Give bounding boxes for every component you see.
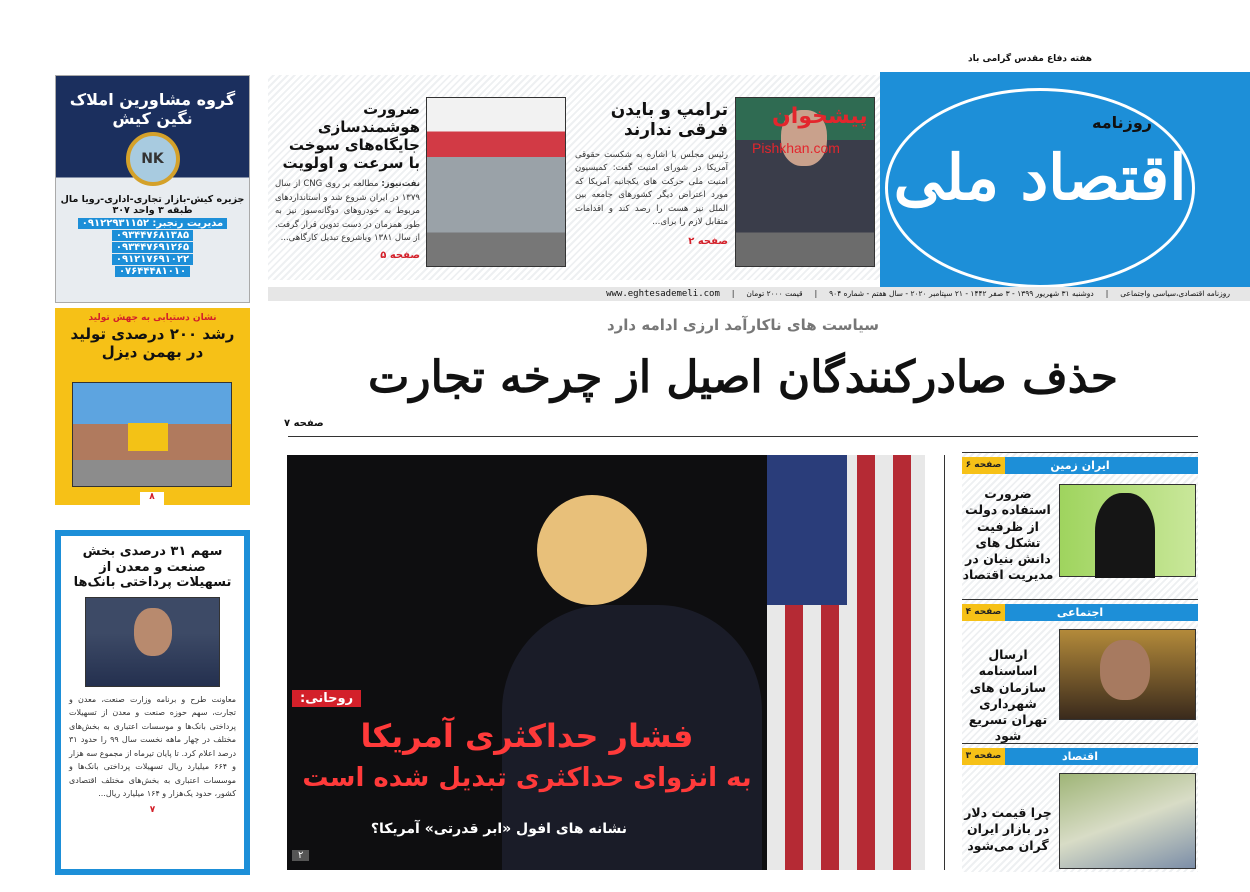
section-name: اقتصاد xyxy=(1061,750,1099,763)
main-photo[interactable] xyxy=(287,455,925,870)
ad-phone[interactable]: ۰۷۶۴۴۴۸۱۰۱۰ xyxy=(115,266,190,277)
section-name: ایران زمین xyxy=(1050,459,1110,472)
quote-label: روحانی: xyxy=(292,690,361,707)
ad-phone[interactable]: مدیریت رنجبر: ۰۹۱۲۲۹۳۱۱۵۲ xyxy=(78,218,227,229)
story-title: ضرورت هوشمندسازی جایگاه‌های سوخت با سرعت و اولویت xyxy=(282,100,420,172)
watermark-url: Pishkhan.com xyxy=(752,140,840,156)
story-page: صفحه ۲ xyxy=(688,235,728,247)
bank-page: ۷ xyxy=(149,804,156,815)
section-name: اجتماعی xyxy=(1056,606,1104,619)
masthead-logo xyxy=(885,88,1195,288)
bank-body: معاونت طرح و برنامه وزارت صنعت، معدن و تجارت، سهم حوزه صنعت و معدن از تسهیلات پرداختی بانک‌ها و موسسات اعتباری به بخش‌های مختلف در چهار ماهه نخست سال ۹۹ را حدود ۳۱ درصد اعلام کرد. تا پایان تیرماه از مجموع سه هزار و ۶۶۴ میلیارد ریال تسهیلات پرداختی بانک‌ها و موسسات اعتباری به بخش‌های مختلف اقتصادی کشور، حدود یک‌هزار و ۱۶۴ میلیارد ریال... xyxy=(69,694,237,799)
section-page: صفحه ۴ xyxy=(962,604,1005,621)
slogan: هفته دفاع مقدس گرامی باد xyxy=(967,54,1093,64)
section-photo xyxy=(1059,484,1196,577)
column-divider xyxy=(944,455,945,870)
story-gas-stations[interactable] xyxy=(275,100,420,261)
photo-headline-2[interactable]: به انزوای حداکثری تبدیل شده است xyxy=(302,763,752,793)
section-economy[interactable] xyxy=(962,743,1198,853)
section-page: صفحه ۳ xyxy=(962,748,1005,765)
issue-date: دوشنبه ۳۱ شهریور ۱۳۹۹ - ۳ صفر ۱۴۴۲ - ۲۱ سپتامبر ۲۰۲۰ - سال هفتم - شماره ۹۰۴ xyxy=(829,289,1094,298)
paper-type: روزنامه اقتصادی،سیاسی واجتماعی xyxy=(1120,289,1230,298)
ad-logo: NK xyxy=(126,132,180,186)
photo-headline-1[interactable]: فشار حداکثری آمریکا xyxy=(360,717,694,755)
ad-phone[interactable]: ۰۹۳۴۴۷۶۸۱۳۸۵ xyxy=(112,230,193,241)
price: قیمت ۲۰۰۰ تومان xyxy=(746,289,803,298)
kicker: سیاست های ناکارآمد ارزی ادامه دارد xyxy=(606,316,880,334)
ad-title-1: گروه مشاورین املاک xyxy=(69,90,236,109)
section-social[interactable] xyxy=(962,599,1198,744)
diesel-story[interactable] xyxy=(55,308,250,505)
truck-photo xyxy=(72,382,232,487)
bank-loans-story[interactable] xyxy=(55,530,250,875)
bank-title: سهم ۳۱ درصدی بخش صنعت و معدن از تسهیلات پرداختی بانک‌ها xyxy=(73,544,232,591)
story-trump-biden[interactable] xyxy=(575,100,728,247)
realestate-ad[interactable] xyxy=(55,75,250,303)
info-bar: روزنامه اقتصادی،سیاسی واجتماعی | دوشنبه ۳۱ شهریور ۱۳۹۹ - ۳ صفر ۱۴۴۲ - ۲۱ سپتامبر ۲۰۲۰ - سال هفتم - شماره ۹۰۴ | قیمت ۲۰۰۰ تومان | www.eghtesademeli.com xyxy=(268,287,1250,301)
website-link[interactable]: www.eghtesademeli.com xyxy=(606,289,720,299)
section-photo xyxy=(1059,773,1196,869)
official-photo xyxy=(85,597,220,687)
section-title: ضرورت استفاده دولت از ظرفیت تشکل های دانش بنیان در مدیریت اقتصاد xyxy=(962,486,1054,583)
story-body: نفت‌نیوز: مطالعه بر روی CNG از سال ۱۳۷۹ در ایران شروع شد و استانداردهای مربوط به خودروهای دوگانه‌سوز نیز به طور همزمان در دست تدوین قرار گرفت. از سال ۱۳۸۱ وباشروع تبدیل کارگاهی... xyxy=(275,179,420,243)
ad-address: جزیره کیش-بازار تجاری-اداری-رویا مال xyxy=(60,194,245,206)
ad-title-2: نگین کیش xyxy=(112,109,193,129)
story-page: صفحه ۵ xyxy=(380,249,420,261)
story-title: ترامپ و بایدن فرقی ندارند xyxy=(610,100,728,141)
story-body: رئیس مجلس با اشاره به شکست حقوقی آمریکا در شورای امنیت گفت: کمیسیون امنیت ملی حرکت های یکجانبه آمریکا که مورد اعتراض دیگر کشورهای جامعه بین الملل نیز هست را رصد کند و اقدامات متقابل لازم را برای... xyxy=(575,149,728,228)
ad-phone[interactable]: ۰۹۳۴۴۷۶۹۱۲۶۵ xyxy=(112,242,193,253)
diesel-title: رشد ۲۰۰ درصدی تولید در بهمن دیزل xyxy=(70,325,235,361)
divider xyxy=(288,436,1198,437)
diesel-page: ۸ xyxy=(140,492,164,505)
section-title: ارسال اساسنامه سازمان های شهرداری تهران تسریع شود xyxy=(968,647,1048,744)
photo-page: ۲ xyxy=(292,850,309,861)
section-photo xyxy=(1059,629,1196,720)
masthead-title: اقتصاد ملی xyxy=(893,141,1187,214)
diesel-kicker: نشان دستیابی به جهش تولید xyxy=(88,313,217,323)
section-title: چرا قیمت دلار در بازار ایران گران می‌شود xyxy=(964,805,1052,853)
photo-subheadline: نشانه های افول «ابر قدرتی» آمریکا؟ xyxy=(370,821,627,837)
section-iran-zamin[interactable] xyxy=(962,452,1198,583)
ad-unit: طبقه ۳ واحد ۳۰۷ xyxy=(112,205,193,217)
headline-page: صفحه ۷ xyxy=(284,418,324,429)
main-headline[interactable]: حذف صادرکنندگان اصیل از چرخه تجارت xyxy=(367,352,1119,403)
story-lead: نفت‌نیوز: xyxy=(381,179,420,189)
gas-station-photo[interactable] xyxy=(426,97,566,267)
watermark: پیشخوان xyxy=(772,104,868,129)
masthead-pre-title: روزنامه xyxy=(1092,113,1152,132)
ad-phone[interactable]: ۰۹۱۲۱۷۶۹۱۰۲۲ xyxy=(112,254,193,265)
section-page: صفحه ۶ xyxy=(962,457,1005,474)
